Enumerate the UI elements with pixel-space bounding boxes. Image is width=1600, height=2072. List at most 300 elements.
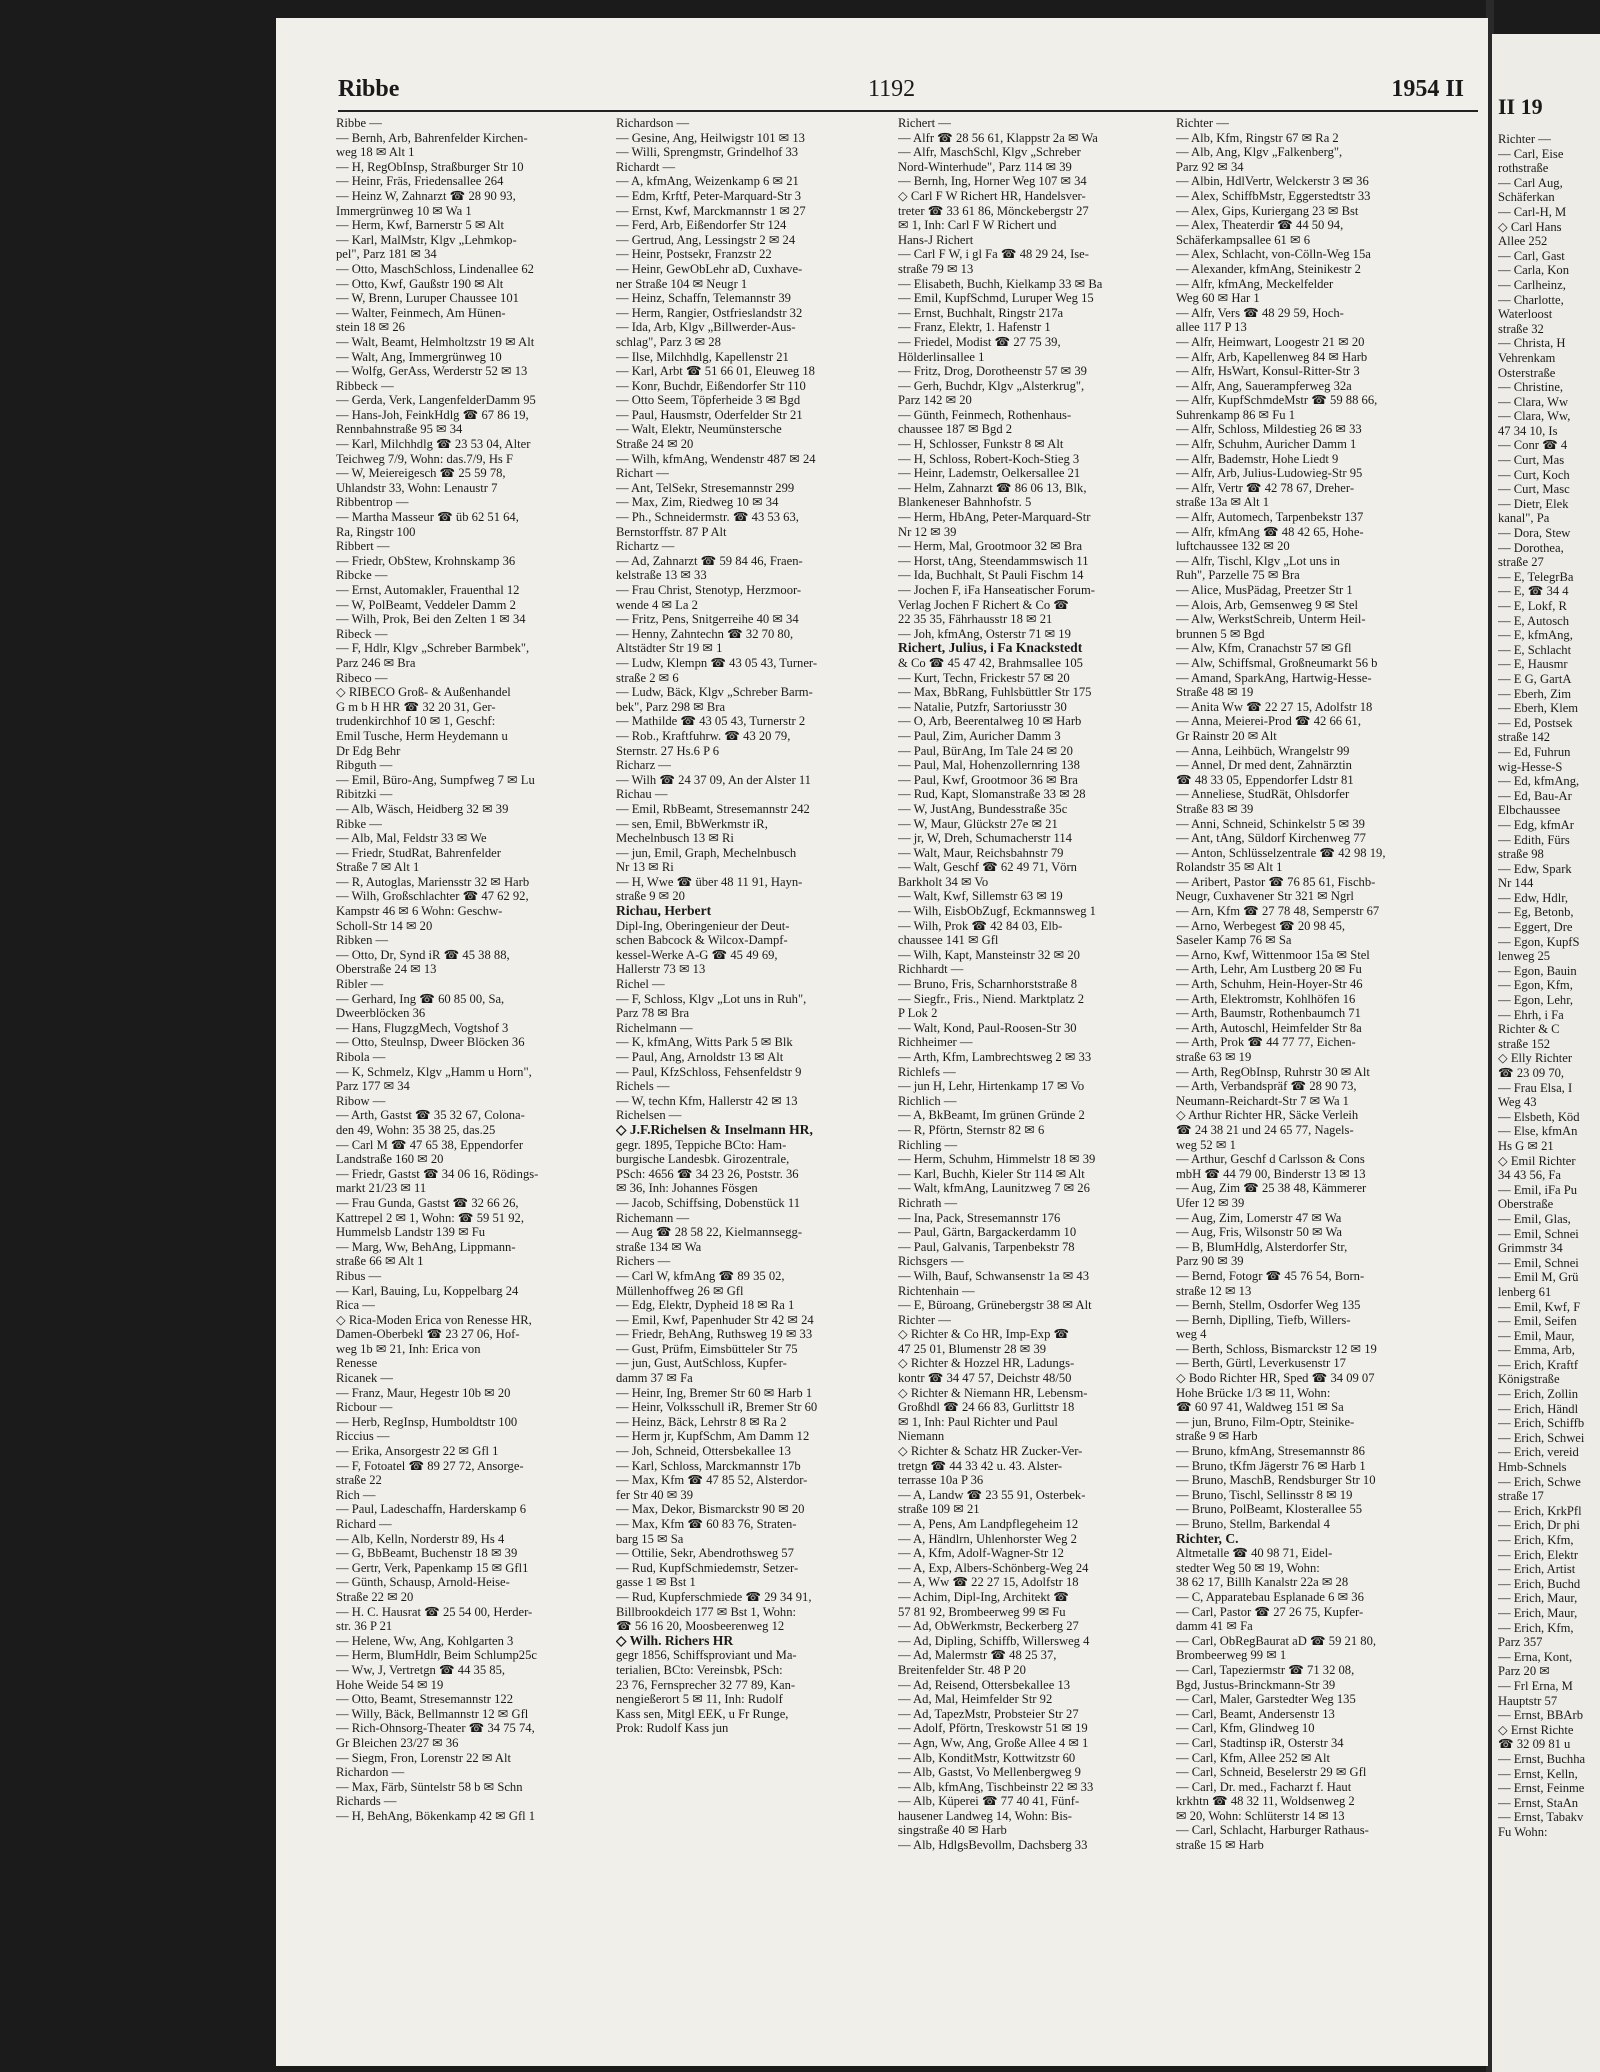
directory-entry-line: — Carl, Schneid, Beselerstr 29 ✉ Gfl [1176,1765,1367,1780]
directory-entry-line: — Ad, ObWerkmstr, Beckerberg 27 [898,1619,1079,1634]
directory-entry-line: — Walt, Beamt, Helmholtzstr 19 ✉ Alt [336,334,535,349]
next-page-entry-line: — Clara, Ww, [1498,409,1571,424]
directory-entry-line: — Paul, Ang, Arnoldstr 13 ✉ Alt [616,1050,784,1064]
directory-entry-line: Straße 83 ✉ 39 [1176,801,1254,816]
directory-entry-line: Hölderlinsallee 1 [898,349,985,364]
next-page-entry-line: — Egon, KupfS [1498,934,1580,949]
column-2 [616,116,884,2056]
directory-entry-line: trudenkirchhof 10 ✉ 1, Geschf: [336,714,496,729]
directory-entry-line: Suhrenkamp 86 ✉ Fu 1 [1176,407,1295,422]
directory-entry-line: — Alfr, Automech, Tarpenbekstr 137 [1176,510,1364,525]
directory-entry-line: — Paul, Zim, Auricher Damm 3 [898,728,1061,743]
directory-entry-line: brunnen 5 ✉ Bgd [1176,626,1265,641]
directory-entry-line: Ribken — [336,933,389,948]
directory-entry-line: ◇ Richter & Niemann HR, Lebensm- [898,1385,1088,1400]
directory-entry-line: — W, PolBeamt, Veddeler Damm 2 [336,597,516,612]
directory-entry-line: Ribow — [336,1093,386,1108]
directory-entry-line: 22 35 35, Fährhausstr 18 ✉ 21 [898,612,1053,627]
next-page-entry-line: — Carl Aug, [1498,175,1563,190]
directory-entry-line: Breitenfelder Str. 48 P 20 [898,1662,1026,1677]
directory-entry-line: — Bruno, MaschB, Rendsburger Str 10 [1176,1473,1376,1488]
directory-entry-line: — Walt, Ang, Immergrünweg 10 [336,349,502,364]
directory-entry-line: Mechelnbusch 13 ✉ Ri [616,831,734,846]
directory-entry-line: Brombeerweg 99 ✉ 1 [1176,1648,1287,1663]
next-page-entry-line: — Emil M, Grü [1498,1270,1579,1285]
directory-entry-line: — Alfr, KupfSchmdeMstr ☎ 59 88 66, [1176,393,1378,408]
directory-entry-line: straße 66 ✉ Alt 1 [336,1254,424,1269]
directory-entry-line: — Berth, Gürtl, Leverkusenstr 17 [1176,1356,1346,1371]
directory-entry-line: — Walt, kfmAng, Launitzweg 7 ✉ 26 [898,1181,1090,1196]
next-page-entry-line: — E, Autosch [1498,613,1570,628]
directory-entry-line: — Carl, Dr. med., Facharzt f. Haut [1176,1779,1352,1794]
next-page-entry-line: Fu Wohn: [1498,1824,1548,1839]
directory-entry-line: — Helm, Zahnarzt ☎ 86 06 13, Blk, [898,480,1087,495]
directory-entry-line: — H, RegObInsp, Straßburger Str 10 [336,159,524,174]
directory-entry-line: Richlefs — [898,1064,956,1079]
directory-entry-line: — Konr, Buchdr, Eißendorfer Str 110 [616,378,806,393]
directory-entry-line: Neumann-Reichardt-Str 7 ✉ Wa 1 [1176,1093,1349,1108]
directory-entry-line: — Joh, kfmAng, Osterstr 71 ✉ 19 [898,626,1071,641]
next-page-entry-line: Hauptstr 57 [1498,1693,1558,1708]
directory-entry-line: — Max, BbRang, Fuhlsbüttler Str 175 [898,685,1092,700]
directory-entry-line: — Arth, RegObInsp, Ruhrstr 30 ✉ Alt [1176,1064,1370,1079]
directory-entry-line: — Ferd, Arb, Eißendorfer Str 124 [616,218,787,233]
directory-entry-line: str. 36 P 21 [336,1619,393,1634]
directory-entry-line: — Carl W, kfmAng ☎ 89 35 02, [616,1268,785,1283]
directory-entry-line: Nord-Winterhude", Parz 114 ✉ 39 [898,159,1072,174]
directory-entry-line: — Aug, Fris, Wilsonstr 50 ✉ Wa [1176,1225,1342,1240]
directory-entry-line: weg 18 ✉ Alt 1 [336,145,415,160]
directory-entry-line: — Ernst, Kwf, Marckmannstr 1 ✉ 27 [616,203,806,218]
directory-entry-line: Sternstr. 27 Hs.6 P 6 [616,743,720,758]
directory-entry-line: — Arth, Gastst ☎ 35 32 67, Colona- [336,1108,525,1123]
next-page-entry-line: — Ernst, Tabakv [1498,1810,1584,1825]
next-page-entry-line: — Egon, Lehr, [1498,993,1574,1008]
directory-entry-line: — Karl, MalMstr, Klgv „Lehmkop- [336,232,517,247]
directory-entry-line: Richter — [898,1312,951,1327]
directory-entry-line: — Bernh, Arb, Bahrenfelder Kirchen- [336,130,528,145]
directory-entry-line: — Alfr, kfmAng, Meckelfelder [1176,276,1334,291]
directory-entry-line: Richau — [616,787,668,802]
directory-entry-line: ☎ 60 97 41, Waldweg 151 ✉ Sa [1176,1400,1344,1415]
next-page-entry-line: — Curt, Masc [1498,482,1570,497]
directory-entry-line: mbH ☎ 44 79 00, Binderstr 13 ✉ 13 [1176,1166,1366,1181]
page-header [338,70,1478,112]
directory-entry-line: — Bruno, kfmAng, Stresemannstr 86 [1176,1444,1365,1459]
next-page-entry-line: — Erich, Schwei [1498,1430,1585,1445]
directory-entry-line: ◇ Arthur Richter HR, Säcke Verleih [1176,1108,1359,1123]
directory-entry-line: G m b H HR ☎ 32 20 31, Ger- [336,699,496,714]
directory-entry-line: pel", Parz 181 ✉ 34 [336,247,437,262]
directory-entry-line: — W, techn Kfm, Hallerstr 42 ✉ 13 [616,1093,798,1108]
directory-entry-line: ◇ Richter & Co HR, Imp-Exp ☎ [898,1327,1070,1342]
directory-entry-line: — Otto, MaschSchloss, Lindenallee 62 [336,261,534,276]
directory-entry-line: — Ernst, Automakler, Frauenthal 12 [336,583,520,597]
directory-entry-line: — Herm jr, KupfSchm, Am Damm 12 [616,1429,810,1444]
directory-entry-line: — Marg, Ww, BehAng, Lippmann- [336,1239,516,1254]
directory-entry-line: — Bruno, PolBeamt, Klosterallee 55 [1176,1502,1363,1517]
next-page-entry-line: ◇ Ernst Richte [1498,1722,1574,1737]
directory-entry-line: Ruh", Parzelle 75 ✉ Bra [1176,568,1300,583]
directory-entry-line: Ribus — [336,1268,382,1283]
directory-entry-line: Ribcke — [336,568,388,583]
directory-entry-line: — H. C. Hausrat ☎ 25 54 00, Herder- [336,1604,533,1619]
directory-entry-line: straße 12 ✉ 13 [1176,1283,1252,1298]
directory-entry-line: Weg 60 ✉ Har 1 [1176,291,1260,306]
next-page-entry-line: — Emil, Kwf, F [1498,1299,1581,1314]
next-page-entry-line: — Ernst, Kelln, [1498,1766,1578,1781]
directory-entry-line: Parz 78 ✉ Bra [616,1006,690,1021]
directory-entry-line: Richert, Julius, i Fa Knackstedt [898,641,1083,656]
next-page-entry-line: — Erich, Artist [1498,1562,1576,1577]
directory-entry-line: — A, BkBeamt, Im grünen Gründe 2 [898,1108,1085,1123]
directory-entry-line: — Paul, Hausmstr, Oderfelder Str 21 [616,407,803,422]
next-page-entry-line: — Clara, Ww [1498,394,1569,409]
next-page-entry-line: — Erich, Elektr [1498,1547,1579,1562]
directory-entry-line: ✉ 1, Inh: Paul Richter und Paul [898,1414,1058,1429]
directory-entry-line: Ribguth — [336,758,393,773]
directory-entry-line: Richheimer — [898,1035,973,1050]
directory-entry-line: hausener Landweg 14, Wohn: Bis- [898,1808,1072,1823]
next-page-entry-line: — Ed, Postsek [1498,715,1573,730]
next-page-column [1498,132,1600,1839]
directory-entry-line: kontr ☎ 34 47 57, Deichstr 48/50 [898,1371,1072,1386]
directory-entry-line: — Arth, Baumstr, Rothenbaumch 71 [1176,1006,1361,1021]
column-4 [1176,116,1444,2056]
directory-entry-line: — Bruno, Tischl, Sellinsstr 8 ✉ 19 [1176,1487,1353,1502]
next-page-entry-line: Weg 43 [1498,1095,1537,1110]
directory-entry-line: — Anneliese, StudRät, Ohlsdorfer [1176,787,1350,802]
next-page-entry-line: — Emil, Glas, [1498,1211,1571,1226]
directory-entry-line: Nr 13 ✉ Ri [616,860,674,875]
next-page-entry-line: — Ed, Bau-Ar [1498,788,1572,803]
directory-entry-line: Uhlandstr 33, Wohn: Lenaustr 7 [336,480,498,495]
directory-entry-line: — Paul, BürAng, Im Tale 24 ✉ 20 [898,743,1073,758]
directory-entry-line: Ribola — [336,1050,386,1064]
directory-entry-line: Altstädter Str 19 ✉ 1 [616,641,723,656]
directory-entry-line: — jun, Emil, Graph, Mechelnbusch [616,845,797,860]
directory-entry-line: — Albin, HdlVertr, Welckerstr 3 ✉ 36 [1176,174,1369,189]
directory-entry-line: Richardson — [616,116,690,130]
next-page-entry-line: — Conr ☎ 4 [1498,438,1568,453]
directory-entry-line: — Hans, FlugzgMech, Vogtshof 3 [336,1020,509,1035]
next-page-entry-line: — Ernst, BBArb [1498,1708,1584,1723]
next-page-entry-line: — Curt, Koch [1498,467,1570,482]
directory-entry-line: Richtenhain — [898,1283,975,1298]
next-page-entry-line: — Erich, Schwe [1498,1474,1581,1489]
directory-entry-line: — Emil, Kwf, Papenhuder Str 42 ✉ 24 [616,1312,814,1327]
directory-entry-line: ◇ Bodo Richter HR, Sped ☎ 34 09 07 [1176,1371,1375,1386]
directory-entry-line: Richard — [336,1517,392,1531]
next-page-entry-line: — Erich, KrkPfl [1498,1503,1582,1518]
next-page-entry-line: — Ehrh, i Fa [1498,1007,1564,1022]
column-3 [898,116,1164,2056]
directory-entry-line: — Carl, Schlacht, Harburger Rathaus- [1176,1823,1369,1838]
directory-entry-line: — Arthur, Geschf d Carlsson & Cons [1176,1152,1365,1167]
directory-entry-line: Ra, Ringstr 100 [336,524,416,539]
directory-entry-line: — Walt, Kond, Paul-Roosen-Str 30 [898,1020,1077,1035]
directory-entry-line: — Ottilie, Sekr, Abendrothsweg 57 [616,1546,794,1561]
directory-entry-line: — Alfr, Vers ☎ 48 29 59, Hoch- [1176,305,1344,320]
directory-entry-line: straße 9 ✉ Harb [1176,1429,1258,1444]
directory-entry-line: — Paul, Mal, Hohenzollernring 138 [898,758,1080,773]
directory-entry-line: ☎ 48 33 05, Eppendorfer Ldstr 81 [1176,772,1354,787]
directory-entry-line: Richling — [898,1137,958,1152]
directory-entry-line: — Alw, WerkstSchreib, Unterm Heil- [1176,612,1366,627]
directory-entry-line: — Wilh, Prok, Bei den Zelten 1 ✉ 34 [336,612,526,627]
directory-entry-line: ◇ J.F.Richelsen & Inselmann HR, [616,1122,813,1137]
directory-entry-line: terrasse 10a P 36 [898,1473,984,1488]
directory-entry-line: — W, Brenn, Luruper Chaussee 101 [336,291,519,306]
directory-entry-line: — Bruno, Fris, Scharnhorststraße 8 [898,977,1078,992]
directory-entry-line: — Ant, tAng, Süldorf Kirchenweg 77 [1176,831,1366,846]
directory-entry-line: — Franz, Elektr, 1. Hafenstr 1 [898,320,1051,335]
directory-entry-line: — Anna, Meierei-Prod ☎ 42 66 61, [1176,714,1361,729]
directory-entry-line: ✉ 20, Wohn: Schlüterstr 14 ✉ 13 [1176,1808,1345,1823]
directory-entry-line: — A, Händlrn, Uhlenhorster Weg 2 [898,1531,1077,1546]
next-page-entry-line: — Erich, Händl [1498,1401,1579,1416]
directory-entry-line: stedter Weg 50 ✉ 19, Wohn: [1176,1560,1320,1575]
directory-entry-line: Richhardt — [898,962,964,977]
directory-entry-line: gegr 1856, Schiffsproviant und Ma- [616,1648,797,1663]
directory-entry-line: straße 2 ✉ 6 [616,670,679,685]
directory-entry-line: — Friedel, Modist ☎ 27 75 39, [898,334,1061,349]
directory-entry-line: — Kurt, Techn, Frickestr 57 ✉ 20 [898,670,1070,685]
directory-entry-line: — jun, Gust, AutSchloss, Kupfer- [616,1356,787,1371]
directory-entry-line: — Paul, Ladeschaffn, Harderskamp 6 [336,1502,527,1517]
next-page-entry-line: — Eberh, Zim [1498,686,1572,701]
directory-entry-line: — Jochen F, iFa Hanseatischer Forum- [898,583,1095,597]
directory-entry-line: — Gerhard, Ing ☎ 60 85 00, Sa, [336,991,505,1006]
directory-entry-line: Bgd, Justus-Brinckmann-Str 39 [1176,1677,1336,1692]
directory-entry-line: — G, BbBeamt, Buchenstr 18 ✉ 39 [336,1546,518,1561]
directory-entry-line: Ribbe — [336,116,382,130]
directory-entry-line: — jun H, Lehr, Hirtenkamp 17 ✉ Vo [898,1079,1085,1094]
directory-entry-line: ◇ Carl F W Richert HR, Handelsver- [898,188,1086,203]
directory-entry-line: — Alfr, Schuhm, Auricher Damm 1 [1176,437,1357,452]
directory-entry-line: — Karl, Schloss, Marckmannstr 17b [616,1458,801,1473]
directory-entry-line: Scholl-Str 14 ✉ 20 [336,918,433,933]
directory-entry-line: — H, Wwe ☎ über 48 11 91, Hayn- [616,874,803,889]
next-page-entry-line: — Erich, Maur, [1498,1605,1578,1620]
directory-entry-line: den 49, Wohn: 35 38 25, das.25 [336,1122,496,1137]
directory-entry-line: — Emil, RbBeamt, Stresemannstr 242 [616,801,810,816]
next-page-entry-line: Richter — [1498,132,1551,146]
directory-entry-line: treter ☎ 33 61 86, Mönckebergstr 27 [898,203,1089,218]
directory-entry-line: — Ad, Reisend, Ottersbekallee 13 [898,1677,1071,1692]
directory-entry-line: — Walt, Kwf, Sillemstr 63 ✉ 19 [898,889,1063,904]
next-page-entry-line: — Egon, Kfm, [1498,978,1573,993]
directory-entry-line: ☎ 56 16 20, Moosbeerenweg 12 [616,1619,785,1634]
next-page-entry-line: 47 34 10, Is [1498,423,1558,438]
directory-entry-line: — Anton, Schlüsselzentrale ☎ 42 98 19, [1176,845,1386,860]
directory-entry-line: — Friedr, Gastst ☎ 34 06 16, Rödings- [336,1166,539,1181]
directory-entry-line: — Heinr, Postsekr, Franzstr 22 [616,247,772,262]
next-page-entry-line: ◇ Carl Hans [1498,219,1562,234]
next-page-entry-line: — Elsbeth, Köd [1498,1109,1580,1124]
next-page-entry-line: — Eberh, Klem [1498,701,1579,716]
next-page-entry-line: — Christine, [1498,380,1564,395]
directory-entry-line: — Willi, Sprengmstr, Grindelhof 33 [616,145,799,160]
directory-entry-line: straße 13a ✉ Alt 1 [1176,495,1270,510]
directory-entry-line: — Heinz W, Zahnarzt ☎ 28 90 93, [336,188,516,203]
directory-entry-line: ◇ Richter & Hozzel HR, Ladungs- [898,1356,1075,1371]
next-page-edge [1492,34,1600,2072]
directory-entry-line: Rennbahnstraße 95 ✉ 34 [336,422,463,437]
directory-entry-line: — Wilh, Prok ☎ 42 84 03, Elb- [898,918,1063,933]
directory-entry-line: — Alois, Arb, Gemsenweg 9 ✉ Stel [1176,597,1358,612]
directory-entry-line: — Ernst, Buchhalt, Ringstr 217a [898,305,1064,320]
directory-entry-line: Ricanek — [336,1371,394,1386]
directory-entry-line: Ribbert — [336,539,390,554]
directory-entry-line: Dipl-Ing, Oberingenieur der Deut- [616,918,790,933]
directory-entry-line: — Aug, Zim ☎ 25 38 48, Kämmerer [1176,1181,1367,1196]
next-page-entry-line: Schäferkan [1498,190,1555,205]
next-page-entry-line: — Egon, Bauin [1498,963,1577,978]
directory-entry-line: — jr, W, Dreh, Schumacherstr 114 [898,831,1072,846]
directory-entry-line: Richlich — [898,1093,957,1108]
directory-entry-line: — Karl, Buchh, Kieler Str 114 ✉ Alt [898,1166,1085,1181]
directory-entry-line: — Ww, J, Vertretgn ☎ 44 35 85, [336,1662,506,1677]
directory-entry-line: — Carl M ☎ 47 65 38, Eppendorfer [336,1137,524,1152]
next-page-entry-line: — Curt, Mas [1498,453,1565,468]
directory-entry-line: Hans-J Richert [898,232,974,247]
directory-entry-line: straße 63 ✉ 19 [1176,1050,1252,1064]
directory-entry-line: Barkholt 34 ✉ Vo [898,874,989,889]
next-page-entry-line: Waterloost [1498,307,1553,322]
directory-entry-line: Blankeneser Bahnhofstr. 5 [898,495,1032,510]
directory-entry-line: Richart — [616,466,669,481]
next-page-entry-line: — E, ☎ 34 4 [1498,584,1569,599]
directory-entry-line: — Carl, Pastor ☎ 27 26 75, Kupfer- [1176,1604,1364,1619]
directory-entry-line: ✉ 36, Inh: Johannes Fösgen [616,1181,758,1196]
directory-entry-line: — Arno, Kwf, Wittenmoor 15a ✉ Stel [1176,947,1370,962]
directory-entry-line: — Gerh, Buchdr, Klgv „Alsterkrug", [898,378,1085,393]
next-page-entry-line: — Dietr, Elek [1498,496,1569,511]
directory-entry-line: 23 76, Fernsprecher 32 77 89, Kan- [616,1677,796,1692]
next-page-entry-line: — Erna, Kont, [1498,1649,1573,1664]
directory-entry-line: Neugr, Cuxhavener Str 321 ✉ Ngrl [1176,889,1354,904]
directory-entry-line: — F, Hdlr, Klgv „Schreber Barmbek", [336,641,530,656]
directory-entry-line: straße 109 ✉ 21 [898,1502,980,1517]
directory-entry-line: — Alb, Küperei ☎ 77 40 41, Fünf- [898,1794,1080,1809]
directory-entry-line: — Alfr, Ang, Sauerampferweg 32a [1176,378,1352,393]
directory-entry-line: gasse 1 ✉ Bst 1 [616,1575,696,1590]
directory-entry-line: Gr Rainstr 20 ✉ Alt [1176,728,1277,743]
directory-entry-line: — Paul, Gärtn, Bargackerdamm 10 [898,1225,1077,1240]
directory-entry-line: Dweerblöcken 36 [336,1006,426,1021]
directory-entry-line: Billbrookdeich 177 ✉ Bst 1, Wohn: [616,1604,797,1619]
next-page-entry-line: Königstraße [1498,1372,1560,1387]
directory-entry-line: — Paul, Kwf, Grootmoor 36 ✉ Bra [898,772,1078,787]
directory-entry-line: — Friedr, StudRat, Bahrenfelder [336,845,501,860]
next-page-header: II 19 [1498,94,1543,119]
directory-entry-line: — Carl, ObRegBaurat aD ☎ 59 21 80, [1176,1633,1377,1648]
directory-entry-line: — Anni, Schneid, Schinkelstr 5 ✉ 39 [1176,816,1365,831]
directory-entry-line: Parz 92 ✉ 34 [1176,159,1244,174]
next-page-entry-line: Richter & C [1498,1022,1560,1037]
directory-entry-line: kelstraße 13 ✉ 33 [616,568,707,583]
directory-entry-line: — Paul, KfzSchloss, Fehsenfeldstr 9 [616,1064,802,1079]
directory-entry-line: Richards — [336,1794,397,1809]
directory-entry-line: wende 4 ✉ La 2 [616,597,698,612]
next-page-entry-line: — Erich, Maur, [1498,1591,1578,1606]
directory-entry-line: — Alex, Gips, Kuriergang 23 ✉ Bst [1176,203,1359,218]
directory-entry-line: — Berth, Schloss, Bismarckstr 12 ✉ 19 [1176,1341,1377,1356]
directory-entry-line: — Otto, Dr, Synd iR ☎ 45 38 88, [336,947,510,962]
directory-entry-line: Damen-Oberbekl ☎ 23 27 06, Hof- [336,1327,520,1342]
directory-entry-line: — Heinz, Schaffn, Telemannstr 39 [616,291,791,306]
directory-entry-line: markt 21/23 ✉ 11 [336,1181,427,1196]
directory-entry-line: — Alex, Theaterdir ☎ 44 50 94, [1176,218,1344,233]
directory-entry-line: — Martha Masseur ☎ üb 62 51 64, [336,510,519,525]
directory-entry-line: — Rob., Kraftfuhrw. ☎ 43 20 79, [616,728,791,743]
directory-entry-line: — Alb, Ang, Klgv „Falkenberg", [1176,145,1343,160]
directory-entry-line: — Wilh, EisbObZugf, Eckmannsweg 1 [898,904,1096,919]
directory-entry-line: schen Babcock & Wilcox-Dampf- [616,933,788,948]
directory-entry-line: — Alex, SchiffbMstr, Eggerstedtstr 33 [1176,188,1371,203]
directory-entry-line: — Ph., Schneidermstr. ☎ 43 53 63, [616,510,799,525]
directory-entry-line: ◇ Richter & Schatz HR Zucker-Ver- [898,1444,1083,1459]
directory-entry-line: ner Straße 104 ✉ Neugr 1 [616,276,748,291]
directory-entry-line: — Alb, Kfm, Ringstr 67 ✉ Ra 2 [1176,130,1339,145]
next-page-entry-line: — Frl Erna, M [1498,1678,1573,1693]
directory-entry-line: ◇ RIBECO Groß- & Außenhandel [336,685,511,700]
directory-entry-line: — Ludw, Bäck, Klgv „Schreber Barm- [616,685,813,700]
directory-entry-line: — Frau Gunda, Gastst ☎ 32 66 26, [336,1195,519,1210]
next-page-entry-line: — Eggert, Dre [1498,920,1573,935]
directory-entry-line: & Co ☎ 45 47 42, Brahmsallee 105 [898,655,1083,670]
directory-entry-line: Richartz — [616,539,675,554]
directory-entry-line: Müllenhoffweg 26 ✉ Gfl [616,1283,744,1298]
directory-entry-line: — Bruno, Stellm, Barkendal 4 [1176,1517,1330,1531]
directory-entry-line: — Gerda, Verk, LangenfelderDamm 95 [336,393,536,408]
directory-entry-line: — A, Ww ☎ 22 27 15, Adolfstr 18 [898,1575,1079,1590]
directory-entry-line: — Alfr, Arb, Julius-Ludowieg-Str 95 [1176,466,1363,481]
directory-entry-line: singstraße 40 ✉ Harb [898,1823,1007,1838]
directory-entry-line: — Rud, Kupferschmiede ☎ 29 34 91, [616,1589,812,1604]
directory-entry-line: — Siegm, Fron, Lorenstr 22 ✉ Alt [336,1750,511,1765]
directory-entry-line: — Alb, Kelln, Norderstr 89, Hs 4 [336,1531,505,1546]
directory-entry-line: — Gust, Prüfm, Eimsbütteler Str 75 [616,1341,798,1356]
next-page-entry-line: — Edith, Fürs [1498,832,1570,847]
directory-entry-line: bek", Parz 298 ✉ Bra [616,699,726,714]
directory-entry-line: — Alb, Wäsch, Heidberg 32 ✉ 39 [336,801,509,816]
directory-entry-line: — Gertrud, Ang, Lessingstr 2 ✉ 24 [616,232,796,247]
directory-entry-line: Niemann [898,1429,945,1444]
directory-entry-line: — Günth, Feinmech, Rothenhaus- [898,407,1072,422]
directory-entry-line: Nr 12 ✉ 39 [898,524,957,539]
next-page-entry-line: — E, Schlacht [1498,642,1572,657]
next-page-entry-line: straße 32 [1498,321,1544,336]
directory-entry-line: stein 18 ✉ 26 [336,320,405,335]
directory-entry-line: chaussee 187 ✉ Bgd 2 [898,422,1013,437]
directory-entry-line: — Anna, Leihbüch, Wrangelstr 99 [1176,743,1350,758]
directory-entry-line: straße 15 ✉ Harb [1176,1838,1264,1853]
directory-entry-line: — Walt, Maur, Reichsbahnstr 79 [898,845,1064,860]
directory-entry-line: — Wolfg, GerAss, Werderstr 52 ✉ 13 [336,364,528,379]
directory-entry-line: — Herm, Schuhm, Himmelstr 18 ✉ 39 [898,1152,1096,1167]
directory-entry-line: — Carl, Tapeziermstr ☎ 71 32 08, [1176,1662,1355,1677]
directory-entry-line: — Carl, Kfm, Glindweg 10 [1176,1721,1315,1736]
next-page-entry-line: ◇ Elly Richter [1498,1051,1573,1066]
next-page-entry-line: — Erich, Zollin [1498,1387,1579,1402]
directory-entry-line: — Herb, RegInsp, Humboldtstr 100 [336,1414,518,1429]
directory-entry-line: — Adolf, Pförtn, Treskowstr 51 ✉ 19 [898,1721,1088,1736]
directory-entry-line: — Alfr, HsWart, Konsul-Ritter-Str 3 [1176,364,1360,379]
directory-entry-line: Gr Bleichen 23/27 ✉ 36 [336,1735,459,1750]
directory-entry-line: — Herm, Rangier, Ostfrieslandstr 32 [616,305,803,320]
